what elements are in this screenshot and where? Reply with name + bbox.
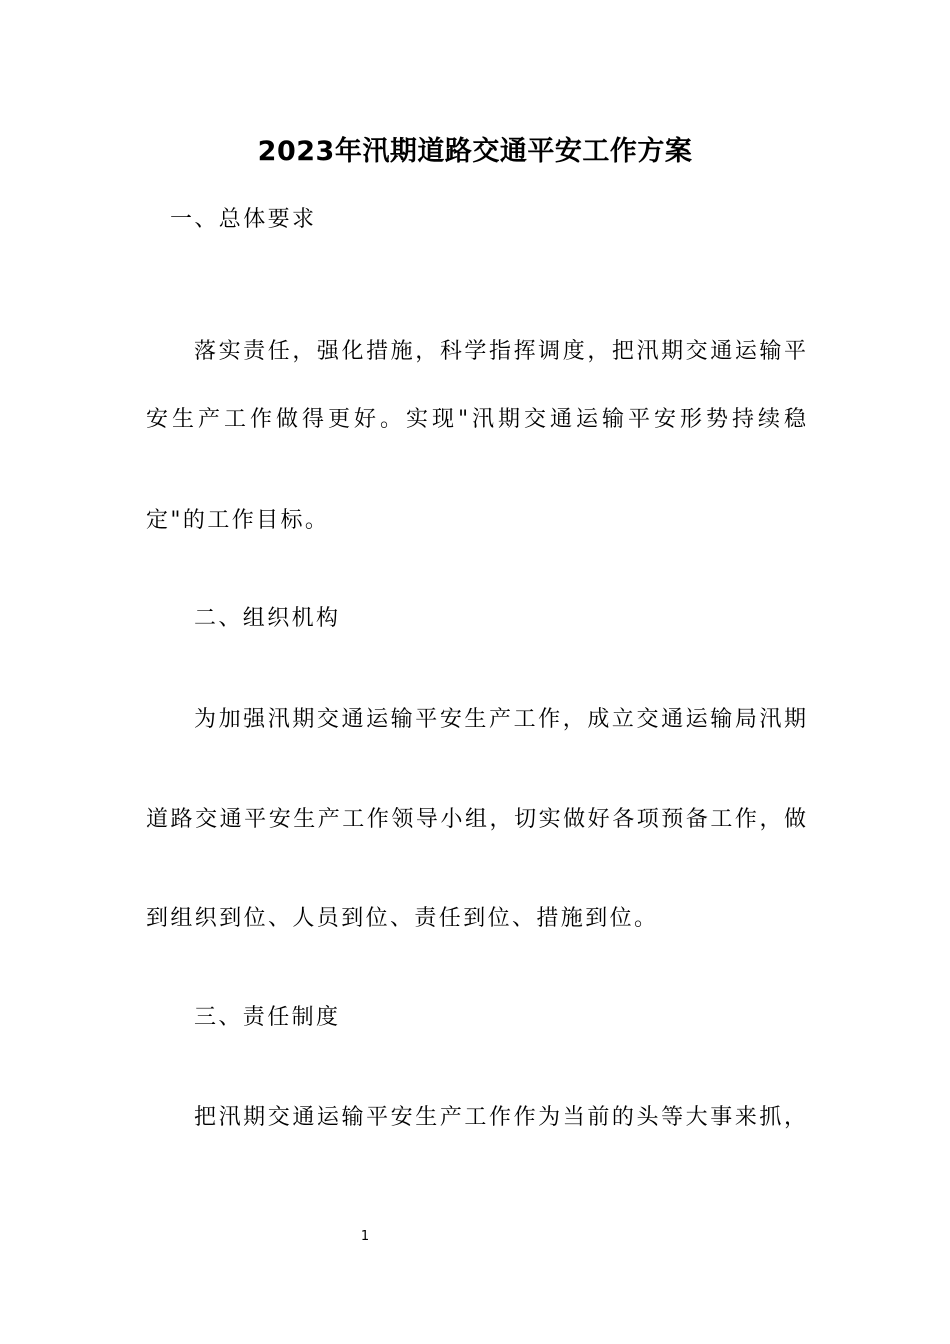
section-heading-responsibility-system: 三、责任制度 (194, 1005, 341, 1030)
paragraph-line: 定"的工作目标。 (146, 508, 330, 533)
paragraph-line: 到组织到位、人员到位、责任到位、措施到位。 (146, 906, 659, 931)
paragraph-line: 把汛期交通运输平安生产工作作为当前的头等大事来抓， (194, 1105, 806, 1130)
paragraph-line: 安生产工作做得更好。实现"汛期交通运输平安形势持续稳 (146, 407, 806, 432)
paragraph-line: 为加强汛期交通运输平安生产工作，成立交通运输局汛期 (194, 707, 806, 732)
paragraph-line: 落实责任，强化措施，科学指挥调度，把汛期交通运输平 (194, 339, 806, 364)
page-title: 2023年汛期道路交通平安工作方案 (257, 136, 693, 167)
section-heading-general-requirements: 一、总体要求 (170, 207, 317, 232)
section-heading-organization: 二、组织机构 (194, 606, 341, 631)
paragraph-line: 道路交通平安生产工作领导小组，切实做好各项预备工作，做 (146, 807, 806, 832)
page-number: 1 (360, 1229, 370, 1244)
